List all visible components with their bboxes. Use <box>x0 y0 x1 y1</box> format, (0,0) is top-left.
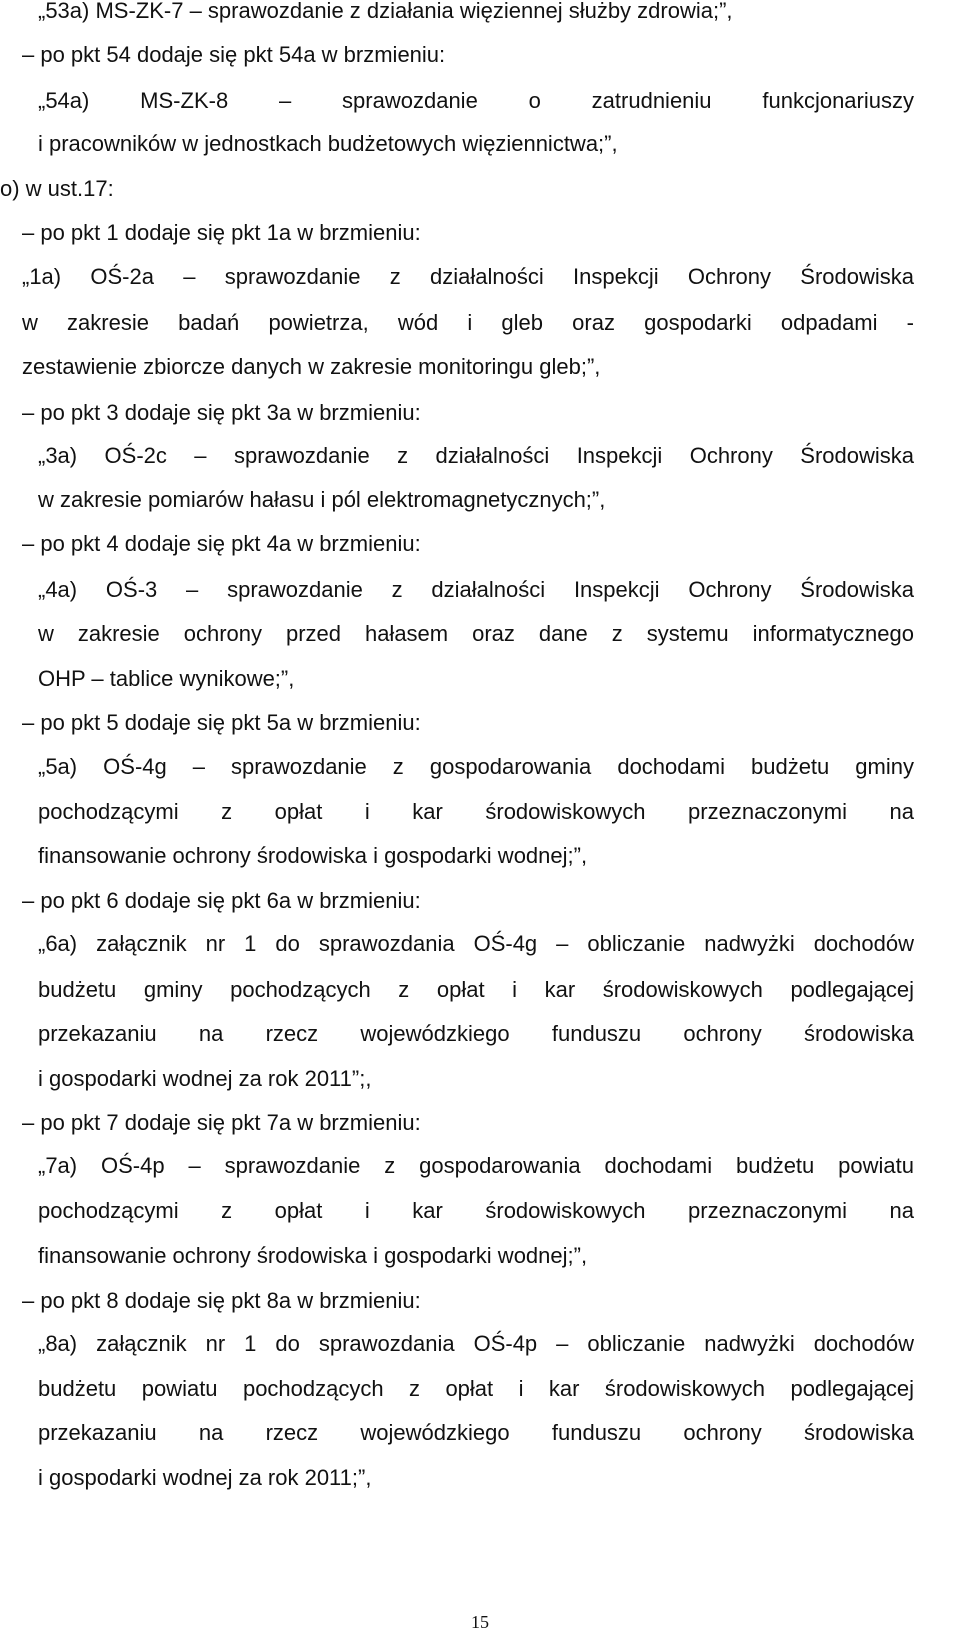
text-line: „5a) OŚ-4g – sprawozdanie z gospodarowania dochodami budżetu gminy <box>38 754 914 779</box>
text-line: w zakresie pomiarów hałasu i pól elektromagnetycznych;”, <box>38 487 606 512</box>
text-line: „3a) OŚ-2c – sprawozdanie z działalności Inspekcji Ochrony Środowiska <box>38 443 914 468</box>
text-line: „6a) załącznik nr 1 do sprawozdania OŚ-4g – obliczanie nadwyżki dochodów <box>38 931 914 956</box>
text-line: przekazaniu na rzecz wojewódzkiego funduszu ochrony środowiska <box>38 1021 914 1046</box>
text-line: „8a) załącznik nr 1 do sprawozdania OŚ-4p – obliczanie nadwyżki dochodów <box>38 1331 914 1356</box>
text-line: pochodzącymi z opłat i kar środowiskowych przeznaczonymi na <box>38 1198 914 1223</box>
text-line: i gospodarki wodnej za rok 2011”;, <box>38 1066 372 1091</box>
text-line: – po pkt 3 dodaje się pkt 3a w brzmieniu: <box>22 400 421 425</box>
text-line: – po pkt 6 dodaje się pkt 6a w brzmieniu: <box>22 888 421 913</box>
text-line: budżetu powiatu pochodzących z opłat i kar środowiskowych podlegającej <box>38 1376 914 1401</box>
text-line: – po pkt 5 dodaje się pkt 5a w brzmieniu: <box>22 710 421 735</box>
text-line: „54a) MS-ZK-8 – sprawozdanie o zatrudnieniu funkcjonariuszy <box>38 88 914 113</box>
text-line: finansowanie ochrony środowiska i gospodarki wodnej;”, <box>38 1243 588 1268</box>
text-line: – po pkt 54 dodaje się pkt 54a w brzmieniu: <box>22 42 446 67</box>
text-line: pochodzącymi z opłat i kar środowiskowych przeznaczonymi na <box>38 799 914 824</box>
text-line: „4a) OŚ-3 – sprawozdanie z działalności Inspekcji Ochrony Środowiska <box>38 577 914 602</box>
text-line: i gospodarki wodnej za rok 2011;”, <box>38 1465 372 1490</box>
text-line: – po pkt 1 dodaje się pkt 1a w brzmieniu: <box>22 220 421 245</box>
text-line: „53a) MS-ZK-7 – sprawozdanie z działania więziennej służby zdrowia;”, <box>38 0 733 23</box>
text-line: „7a) OŚ-4p – sprawozdanie z gospodarowania dochodami budżetu powiatu <box>38 1153 914 1178</box>
text-line: zestawienie zbiorcze danych w zakresie monitoringu gleb;”, <box>22 354 601 379</box>
text-line: budżetu gminy pochodzących z opłat i kar środowiskowych podlegającej <box>38 977 914 1002</box>
text-line: – po pkt 7 dodaje się pkt 7a w brzmieniu: <box>22 1110 421 1135</box>
text-line: i pracowników w jednostkach budżetowych więziennictwa;”, <box>38 131 618 156</box>
text-line: finansowanie ochrony środowiska i gospodarki wodnej;”, <box>38 843 588 868</box>
text-line: OHP – tablice wynikowe;”, <box>38 666 295 691</box>
text-line: o) w ust.17: <box>0 176 114 201</box>
text-line: w zakresie ochrony przed hałasem oraz dane z systemu informatycznego <box>38 621 914 646</box>
text-line: „1a) OŚ-2a – sprawozdanie z działalności Inspekcji Ochrony Środowiska <box>22 264 914 289</box>
text-line: – po pkt 4 dodaje się pkt 4a w brzmieniu: <box>22 531 421 556</box>
text-line: – po pkt 8 dodaje się pkt 8a w brzmieniu: <box>22 1288 421 1313</box>
text-line: przekazaniu na rzecz wojewódzkiego funduszu ochrony środowiska <box>38 1420 914 1445</box>
page-number: 15 <box>471 1612 489 1632</box>
text-line: w zakresie badań powietrza, wód i gleb oraz gospodarki odpadami - <box>22 310 914 335</box>
